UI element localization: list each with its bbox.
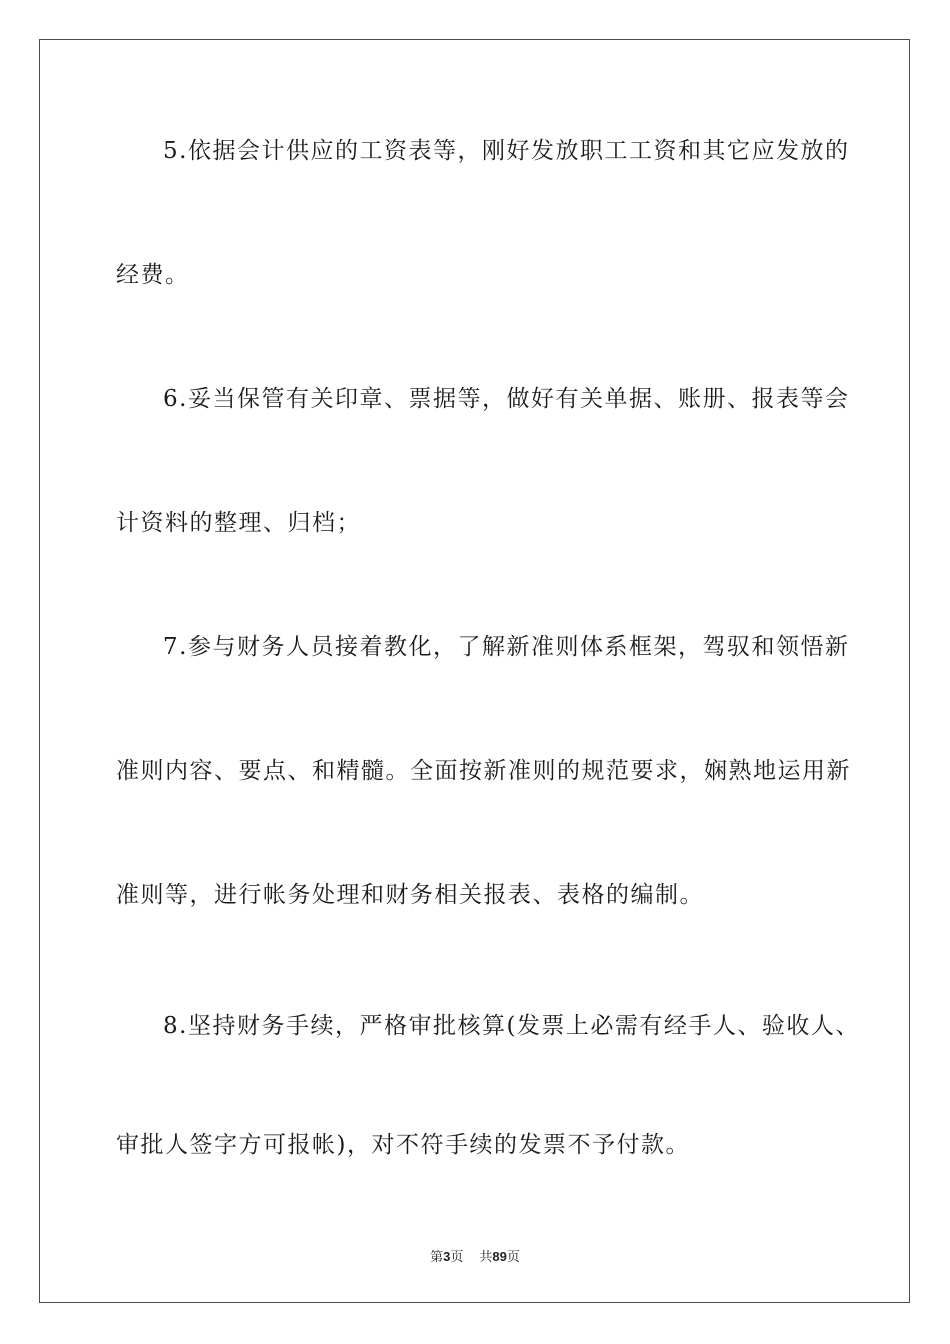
paragraph-7-line-1: 7.参与财务人员接着教化，了解新准则体系框架，驾驭和领悟新 [163, 634, 850, 660]
total-prefix: 共 [479, 1250, 493, 1265]
paragraph-7-line-2: 准则内容、要点、和精髓。全面按新准则的规范要求，娴熟地运用新 [116, 758, 851, 784]
paragraph-7-line-3: 准则等，进行帐务处理和财务相关报表、表格的编制。 [116, 882, 704, 908]
total-suffix: 页 [506, 1250, 520, 1265]
total-pages: 89 [492, 1249, 507, 1264]
page-suffix: 页 [450, 1250, 464, 1265]
paragraph-5-line-1: 5.依据会计供应的工资表等，刚好发放职工工资和其它应发放的 [163, 138, 850, 164]
page-border [39, 39, 910, 1303]
paragraph-5-line-2: 经费。 [116, 262, 190, 288]
paragraph-8-line-1: 8.坚持财务手续，严格审批核算(发票上必需有经手人、验收人、 [163, 1013, 860, 1039]
paragraph-8-line-2: 审批人签字方可报帐)，对不符手续的发票不予付款。 [116, 1132, 690, 1158]
paragraph-6-line-1: 6.妥当保管有关印章、票据等，做好有关单据、账册、报表等会 [163, 386, 850, 412]
page-number: 3 [443, 1249, 451, 1264]
paragraph-6-line-2: 计资料的整理、归档； [116, 510, 361, 536]
page-prefix: 第 [430, 1250, 444, 1265]
page-footer [0, 1248, 950, 1267]
